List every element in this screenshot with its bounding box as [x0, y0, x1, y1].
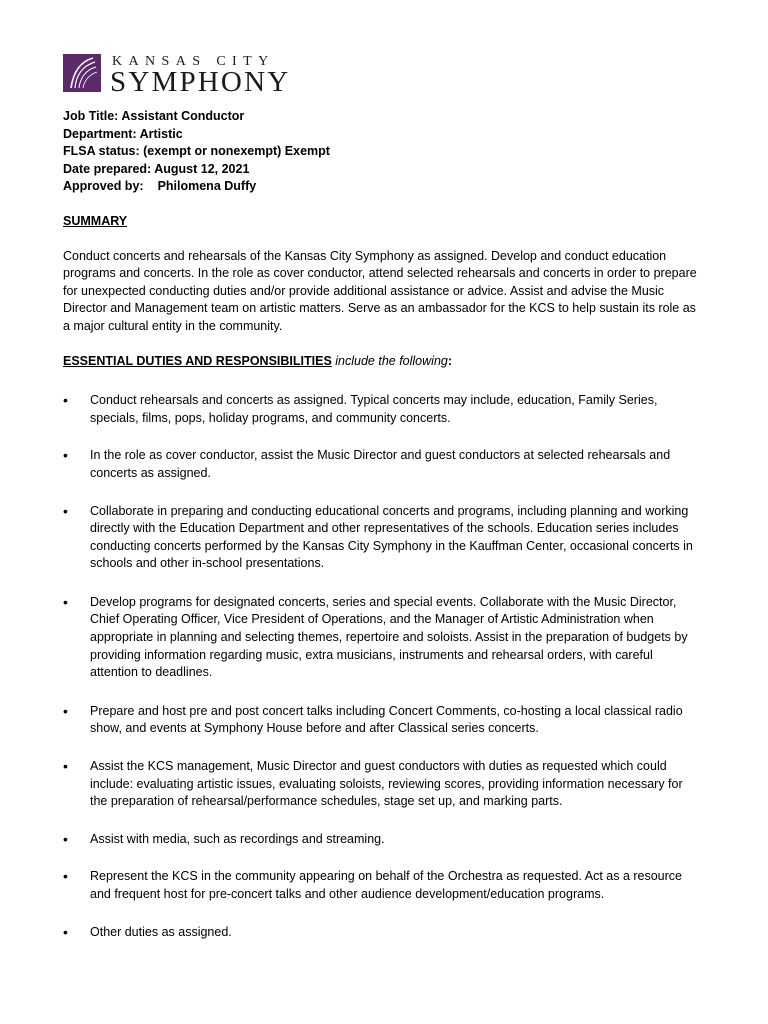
- approved-by-name: Philomena Duffy: [157, 179, 257, 194]
- approved-by-label: Approved by:: [63, 179, 144, 194]
- flsa-status: FLSA status: (exempt or nonexempt) Exempt: [63, 144, 330, 159]
- list-item: • Assist the KCS management, Music Director and guest conductors with duties as requested which could include: evaluating artistic issues, evaluating soloists, reviewing scores, providing information necessary for the preparation of rehearsal/performance schedules, stage set up, and marking parts.: [63, 758, 703, 811]
- summary-text: Conduct concerts and rehearsals of the Kansas City Symphony as assigned. Develop and conduct education programs and concerts. In the role as cover conductor, attend selected rehearsals and concerts in order to prepare for unexpected conducting duties and/or provide additional assistance or advice. Assist and advise the Music Director and Management team on artistic matters. Serve as an ambassador for the KCS to help sustain its role as a major cultural entity in the community.: [63, 248, 697, 333]
- job-description: [63, 108, 703, 941]
- list-item: • Represent the KCS in the community appearing on behalf of the Orchestra as requested. Act as a resource and frequent host for pre-concert talks and other audience development/education programs.: [63, 868, 703, 903]
- list-item: • Prepare and host pre and post concert talks including Concert Comments, co-hosting a local classical radio show, and events at Symphony House before and after Classical series concerts.: [63, 703, 703, 738]
- duties-heading: [63, 353, 703, 371]
- duties-heading-colon: :: [447, 353, 453, 368]
- list-item: • Develop programs for designated concerts, series and special events. Collaborate with the Music Director, Chief Operating Officer, Vice President of Operations, and the Manager of Artistic Administration when appropriate in planning and selecting themes, repertoire and soloists. Assist in the preparation of budgets by providing information regarding music, extra musicians, instruments and rehearsal orders, with careful attention to deadlines.: [63, 594, 703, 682]
- list-item: • Collaborate in preparing and conducting educational concerts and programs, including planning and working directly with the Education Department and other representatives of the schools. Education series includes conducting concerts performed by the Kansas City Symphony in the Kauffman Center, occasional concerts in schools and other in-school presentations.: [63, 503, 703, 573]
- kcs-logo: [63, 54, 323, 96]
- summary-heading: SUMMARY: [63, 213, 128, 228]
- date-prepared: Date prepared: August 12, 2021: [63, 161, 250, 176]
- duties-heading-suffix: include the following: [331, 353, 448, 368]
- logo-line-kansas-city: KANSAS CITY: [112, 54, 275, 69]
- list-item: • Other duties as assigned.: [63, 924, 703, 942]
- duties-list: [63, 392, 703, 941]
- kcs-logo-mark-icon: [63, 54, 101, 92]
- logo-line-symphony: SYMPHONY: [110, 66, 291, 98]
- list-item: • Conduct rehearsals and concerts as assigned. Typical concerts may include, education, Family Series, specials, films, pops, holiday programs, and community concerts.: [63, 392, 703, 427]
- job-title: Job Title: Assistant Conductor: [63, 109, 245, 123]
- department: Department: Artistic: [63, 126, 183, 141]
- list-item: • Assist with media, such as recordings and streaming.: [63, 831, 703, 849]
- duties-heading-title: ESSENTIAL DUTIES AND RESPONSIBILITIES: [63, 353, 332, 368]
- list-item: • In the role as cover conductor, assist the Music Director and guest conductors at selected rehearsals and concerts as assigned.: [63, 447, 703, 482]
- approved-by: [63, 178, 703, 196]
